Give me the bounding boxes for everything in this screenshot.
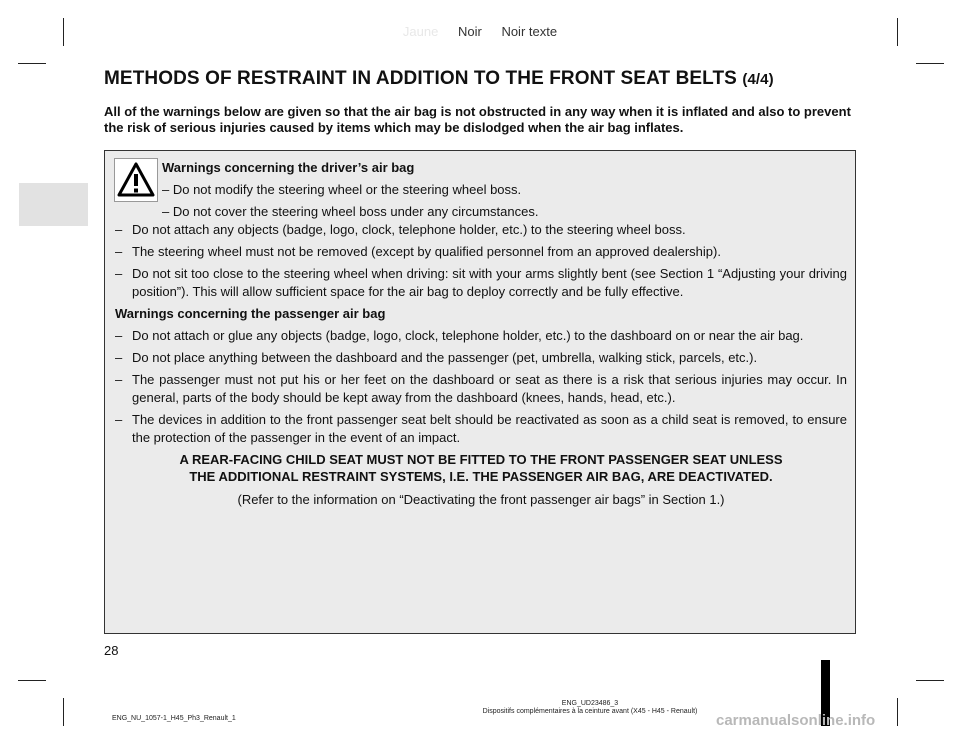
color-mark-noir: Noir xyxy=(457,24,482,39)
section-side-tab xyxy=(19,183,88,226)
crop-mark xyxy=(63,698,64,726)
child-seat-warning-line: THE ADDITIONAL RESTRAINT SYSTEMS, I.E. THE PASSENGER AIR BAG, ARE DEACTIVATED. xyxy=(189,469,773,484)
warning-content xyxy=(115,221,847,509)
color-mark-jaune: Jaune xyxy=(402,24,439,39)
crop-mark xyxy=(897,698,898,726)
page-title xyxy=(104,68,774,90)
driver-airbag-heading: Warnings concerning the driver’s air bag xyxy=(162,160,415,175)
color-marks xyxy=(0,24,960,39)
list-item: – Do not sit too close to the steering wheel when driving: sit with your arms slightly bent (see Section 1 “Adjusting your driving position”). This will allow sufficient space for the air bag to deploy correctly and be fully effective. xyxy=(115,266,847,299)
warning-box xyxy=(104,150,856,634)
footer-ref-code: ENG_UD23486_3 xyxy=(561,700,619,707)
driver-airbag-warnings xyxy=(162,157,842,223)
intro-paragraph: All of the warnings below are given so that the air bag is not obstructed in any way when it is inflated and also to prevent the risk of serious injuries caused by items which may be dislodged when the air bag inflates. xyxy=(104,104,851,135)
crop-mark xyxy=(916,680,944,681)
list-item: – Do not attach or glue any objects (badge, logo, clock, telephone holder, etc.) to the dashboard on or near the air bag. xyxy=(115,328,804,343)
list-item: – The steering wheel must not be removed (except by qualified personnel from an approved dealership). xyxy=(115,244,721,259)
passenger-airbag-heading: Warnings concerning the passenger air bag xyxy=(115,306,386,321)
section-reference: (Refer to the information on “Deactivating the front passenger air bags” in Section 1.) xyxy=(237,492,725,507)
child-seat-warning xyxy=(115,451,847,485)
footer-doc-code: ENG_NU_1057-1_H45_Ph3_Renault_1 xyxy=(112,715,236,722)
crop-mark xyxy=(18,63,46,64)
driver-item: – Do not cover the steering wheel boss under any circumstances. xyxy=(162,204,539,219)
driver-item: – Do not modify the steering wheel or the steering wheel boss. xyxy=(162,182,522,197)
warning-triangle-icon xyxy=(114,158,158,202)
watermark: carmanualsonline.info xyxy=(716,712,876,729)
child-seat-warning-line: A REAR-FACING CHILD SEAT MUST NOT BE FITTED TO THE FRONT PASSENGER SEAT UNLESS xyxy=(179,452,783,467)
crop-mark xyxy=(916,63,944,64)
crop-mark xyxy=(18,680,46,681)
footer-reference xyxy=(420,700,760,716)
list-item: – Do not attach any objects (badge, logo, clock, telephone holder, etc.) to the steering wheel boss. xyxy=(115,222,686,237)
page-title-text: METHODS OF RESTRAINT IN ADDITION TO THE FRONT SEAT BELTS xyxy=(104,68,737,89)
footer-ref-title: Dispositifs complémentaires à la ceinture avant (X45 - H45 - Renault) xyxy=(482,708,698,715)
page-title-count: (4/4) xyxy=(742,71,774,88)
list-item: – Do not place anything between the dashboard and the passenger (pet, umbrella, walking stick, parcels, etc.). xyxy=(115,350,758,365)
list-item: – The devices in addition to the front passenger seat belt should be reactivated as soon as a child seat is removed, to ensure the protection of the passenger in the event of an impact. xyxy=(115,412,847,445)
page-number: 28 xyxy=(104,643,119,658)
list-item: – The passenger must not put his or her feet on the dashboard or seat as there is a risk that serious injuries may occur. In general, parts of the body should be kept away from the dashboard (knees, hands, head, etc.). xyxy=(115,372,847,405)
color-mark-noir-texte: Noir texte xyxy=(501,24,558,39)
